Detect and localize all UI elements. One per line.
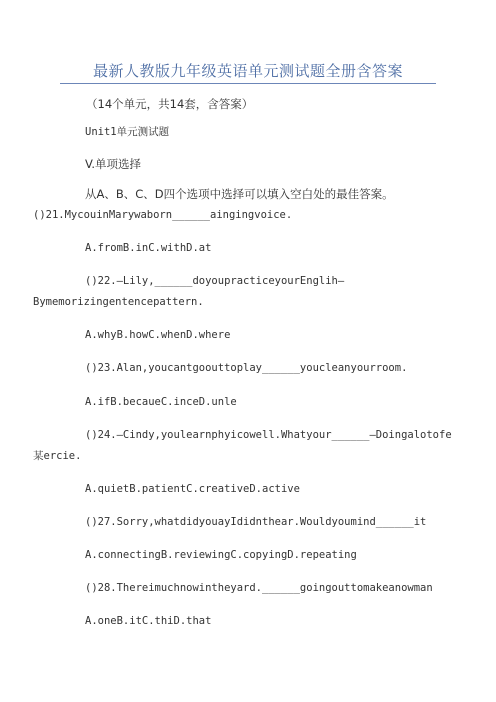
- options-line: A.oneB.itC.thiD.that: [85, 615, 212, 627]
- options-line: A.connectingB.reviewingC.copyingD.repeating: [85, 549, 357, 561]
- options-line: A.ifB.becaueC.inceD.unle: [85, 396, 237, 408]
- question-line: ()21.MycouinMarywaborn______aingingvoice.: [33, 209, 293, 221]
- question-line: ()24.—Cindy,youlearnphyicowell.Whatyour______—Doingalotofe: [85, 429, 452, 441]
- subtitle: （14个单元，共14套，含答案）: [86, 97, 254, 111]
- question-line: ()22.—Lily,______doyoupracticeyourEnglih—: [85, 275, 345, 287]
- question-continuation: 某ercie.: [33, 450, 82, 462]
- options-line: A.quietB.patientC.creativeD.active: [85, 483, 300, 495]
- section-heading: V.单项选择: [85, 157, 142, 171]
- options-line: A.whyB.howC.whenD.where: [85, 329, 231, 341]
- options-line: A.fromB.inC.withD.at: [85, 242, 212, 254]
- question-line: ()27.Sorry,whatdidyouayIdidnthear.Wouldyoumind______it: [85, 516, 427, 528]
- title-divider: [60, 83, 436, 84]
- question-line: ()28.Thereimuchnowintheyard.______goingouttomakeanowman: [85, 582, 433, 594]
- question-continuation: Bymemorizingentencepattern.: [33, 296, 204, 308]
- unit-heading: Unit1单元测试题: [85, 126, 170, 138]
- question-line: ()23.Alan,youcantgoouttoplay______youcleanyourroom.: [85, 362, 408, 374]
- instruction-text: 从A、B、C、D四个选项中选择可以填入空白处的最佳答案。: [85, 187, 394, 201]
- document-title: 最新人教版九年级英语单元测试题全册含答案: [92, 62, 403, 80]
